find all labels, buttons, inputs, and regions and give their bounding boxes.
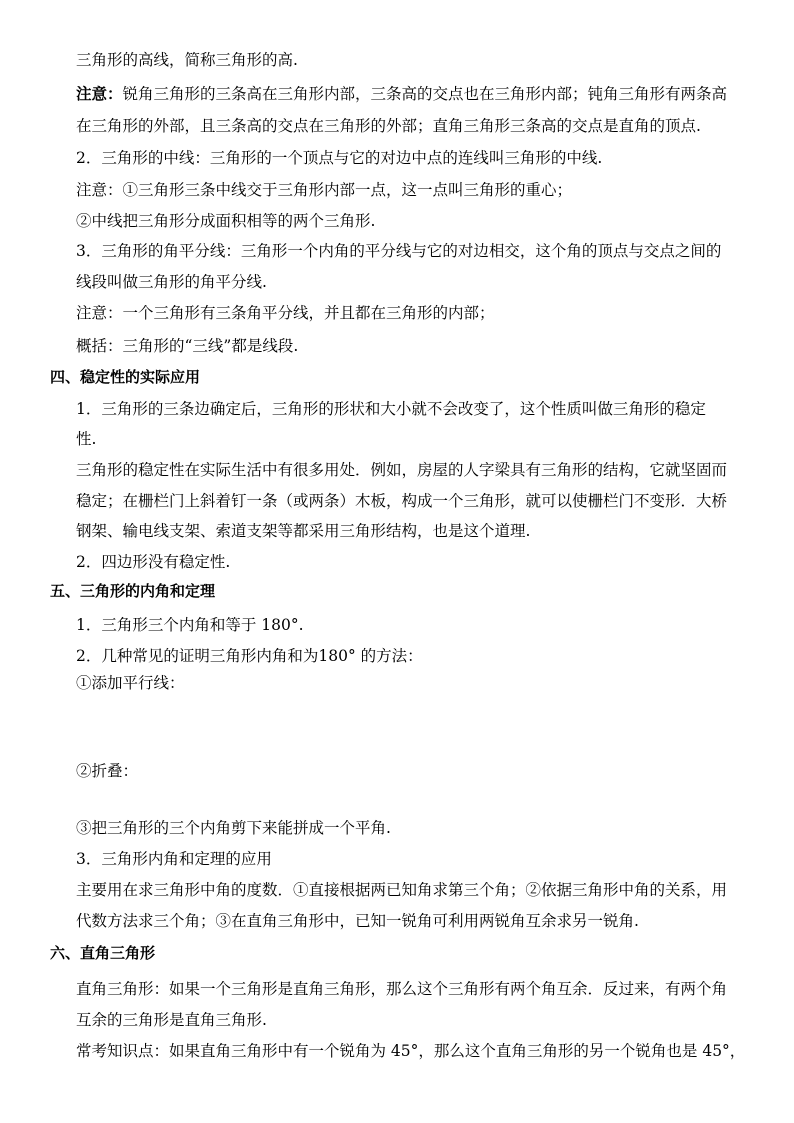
section-heading: 四、稳定性的实际应用 [50,368,201,386]
paragraph-line: 稳定；在栅栏门上斜着钉一条（或两条）木板，构成一个三角形，就可以使栅栏门不变形．大桥 [76,492,728,510]
paragraph-line: 注意：①三角形三条中线交于三角形内部一点，这一点叫三角形的重心； [76,181,573,199]
paragraph-line: 2．四边形没有稳定性. [76,553,231,571]
note-label: 注意： [76,85,123,103]
paragraph-line: 3．三角形内角和定理的应用 [76,850,272,868]
paragraph-line: ②折叠： [76,762,139,780]
paragraph-line: 1．三角形三个内角和等于 180°. [76,616,304,634]
paragraph-line: 主要用在求三角形中角的度数．①直接根据两已知角求第三个角；②依据三角形中角的关系，用 [76,881,728,899]
paragraph-line: ③把三角形的三个内角剪下来能拼成一个平角. [76,819,391,837]
paragraph-line: 三角形的稳定性在实际生活中有很多用处．例如，房屋的人字梁具有三角形的结构，它就坚固而 [76,461,728,479]
paragraph-line: 直角三角形：如果一个三角形是直角三角形，那么这个三角形有两个角互余．反过来，有两个角 [76,980,728,998]
paragraph-line: 互余的三角形是直角三角形. [76,1011,267,1029]
note-text: 锐角三角形的三条高在三角形内部，三条高的交点也在三角形内部；钝角三角形有两条高 [122,85,728,103]
paragraph-line: 2．几种常见的证明三角形内角和为180° 的方法： [76,647,423,665]
paragraph-line: 2．三角形的中线：三角形的一个顶点与它的对边中点的连线叫三角形的中线. [76,149,603,167]
paragraph-line: 概括：三角形的“三线”都是线段. [76,337,299,355]
paragraph-line: ①添加平行线： [76,674,185,692]
paragraph-line: 线段叫做三角形的角平分线. [76,273,267,291]
section-heading: 六、直角三角形 [50,944,156,962]
paragraph-line: 注意：一个三角形有三条角平分线，并且都在三角形的内部； [76,304,495,322]
paragraph-line: 3．三角形的角平分线：三角形一个内角的平分线与它的对边相交，这个角的顶点与交点之间的 [76,242,722,260]
paragraph-line: 三角形的高线，简称三角形的高. [76,51,298,69]
paragraph-line: 性. [76,430,97,448]
section-heading: 五、三角形的内角和定理 [50,582,216,600]
paragraph-line: 代数方法求三个角；③在直角三角形中，已知一锐角可利用两锐角互余求另一锐角. [76,912,639,930]
paragraph-line: ②中线把三角形分成面积相等的两个三角形. [76,212,376,230]
paragraph-line: 常考知识点：如果直角三角形中有一个锐角为 45°，那么这个直角三角形的另一个锐角也是 45°， [76,1042,746,1060]
paragraph-line [76,83,776,105]
paragraph-line: 在三角形的外部，且三条高的交点在三角形的外部；直角三角形三条高的交点是直角的顶点. [76,117,701,135]
paragraph-line: 钢架、输电线支架、索道支架等都采用三角形结构，也是这个道理. [76,522,531,540]
paragraph-line: 1．三角形的三条边确定后，三角形的形状和大小就不会改变了，这个性质叫做三角形的稳定 [76,400,706,418]
